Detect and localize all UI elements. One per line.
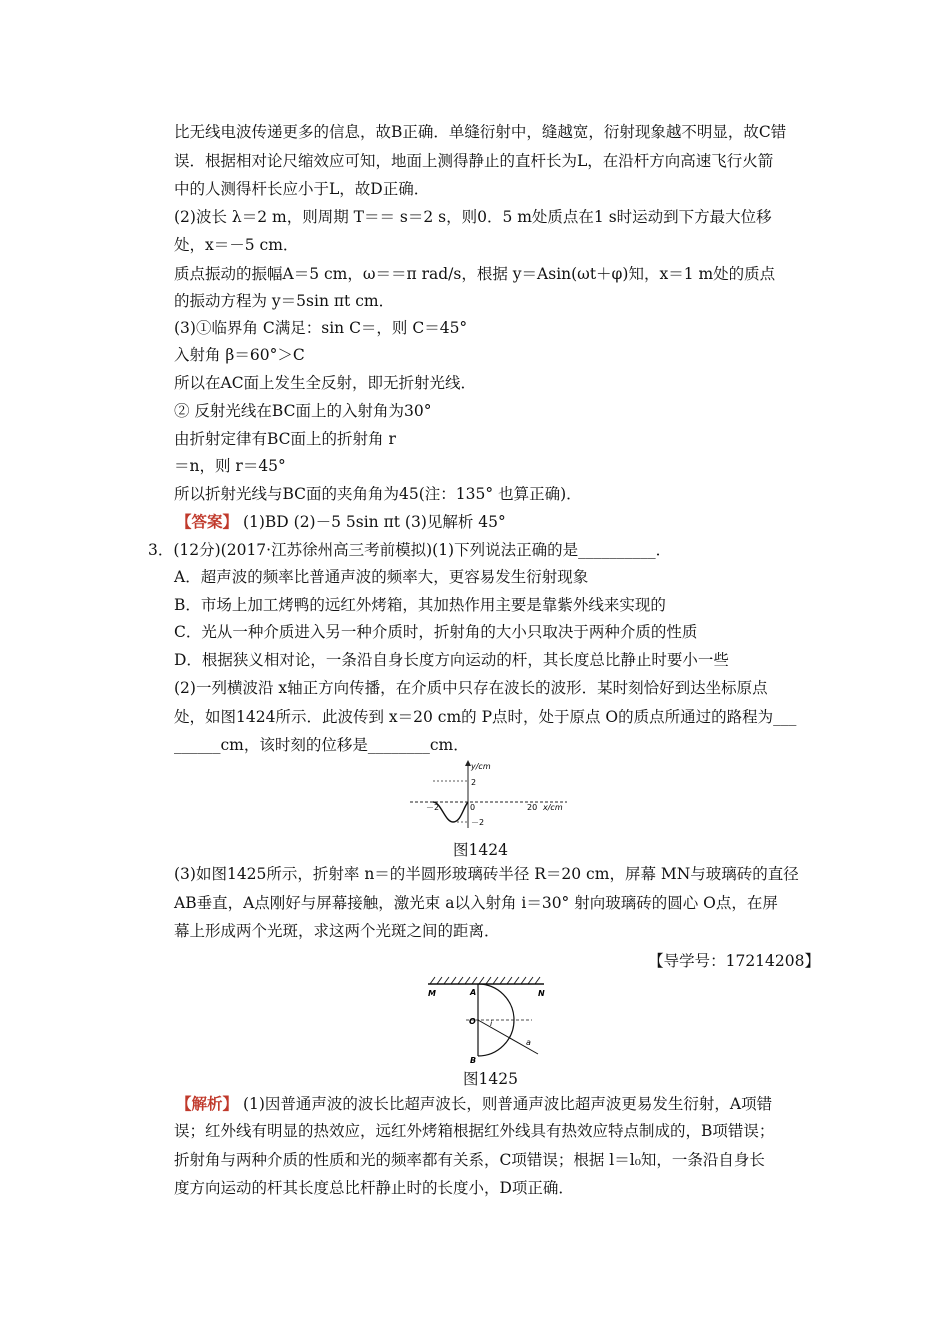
tick-x-neg-2: －2	[426, 803, 440, 812]
laser-beam-a	[478, 1020, 538, 1054]
analysis-line: 度方向运动的杆其长度总比杆静止时的长度小，D项正确．	[174, 1179, 574, 1197]
part2-line: 处，如图1424所示．此波传到 x＝20 cm的 P点时，处于原点 O的质点所通过的路程为___	[174, 708, 797, 726]
text-line: ＝n，则 r＝45°	[174, 457, 286, 475]
text-line: 的振动方程为 y＝5sin πt cm．	[174, 292, 395, 310]
text-line: 质点振动的振幅A＝5 cm，ω＝＝π rad/s，根据 y＝Asin(ωt＋φ)知，x＝1 m处的质点	[174, 265, 776, 283]
answer-line	[176, 512, 506, 532]
label-b-point: B	[470, 1056, 477, 1064]
analysis-tag: 【解析】	[176, 1094, 239, 1113]
wave-figure	[405, 758, 575, 830]
x-axis-label: x/cm	[543, 803, 563, 812]
answer-text: (1)BD (2)－5 5sin πt (3)见解析 45°	[238, 513, 506, 531]
text-line: 处，x＝－5 cm．	[174, 236, 299, 254]
text-line: (2)波长 λ＝2 m，则周期 T＝＝ s＝2 s，则0．5 m处质点在1 s时运动到下方最大位移	[174, 208, 772, 226]
screen-hatch	[430, 977, 540, 984]
figure-caption: 图1424	[453, 841, 508, 859]
glass-brick-figure	[426, 974, 552, 1064]
question-3-heading: 3．(12分)(2017·江苏徐州高三考前模拟)(1)下列说法正确的是__________．	[148, 541, 672, 559]
study-number: 【导学号：17214208】	[648, 952, 820, 970]
label-n: N	[538, 989, 545, 998]
option-c: C．光从一种介质进入另一种介质时，折射角的大小只取决于两种介质的性质	[174, 623, 698, 641]
figure-caption: 图1425	[463, 1070, 518, 1088]
part2-line: ______cm，该时刻的位移是________cm．	[174, 736, 469, 754]
text-line: 所以在AC面上发生全反射，即无折射光线．	[174, 374, 477, 392]
label-m: M	[428, 989, 436, 998]
text-line: 比无线电波传递更多的信息，故B正确．单缝衍射中，缝越宽，衍射现象越不明显，故C错	[174, 123, 787, 141]
analysis-line	[176, 1094, 772, 1114]
label-i: i	[490, 1019, 493, 1028]
text-line: ② 反射光线在BC面上的入射角为30°	[174, 402, 432, 420]
text-line: 所以折射光线与BC面的夹角角为45(注：135° 也算正确)．	[174, 485, 582, 503]
text-line: 入射角 β＝60°＞C	[174, 346, 305, 364]
label-beam-a: a	[526, 1038, 531, 1047]
text-line: (3)①临界角 C满足：sin C＝，则 C＝45°	[174, 319, 468, 337]
part3-line: 幕上形成两个光斑，求这两个光斑之间的距离．	[174, 922, 500, 940]
option-b: B．市场上加工烤鸭的远红外烤箱，其加热作用主要是靠紫外线来实现的	[174, 596, 666, 614]
option-a: A．超声波的频率比普通声波的频率大，更容易发生衍射现象	[174, 568, 589, 586]
analysis-text: (1)因普通声波的波长比超声波长，则普通声波比超声波更易发生衍射，A项错	[238, 1095, 773, 1113]
analysis-line: 误；红外线有明显的热效应，远红外烤箱根据红外线具有热效应特点制成的，B项错误；	[174, 1122, 775, 1140]
text-line: 中的人测得杆长应小于L，故D正确．	[174, 180, 430, 198]
y-axis-label: y/cm	[471, 762, 491, 771]
text-line: 由折射定律有BC面上的折射角 r	[174, 430, 396, 448]
option-d: D．根据狭义相对论，一条沿自身长度方向运动的杆，其长度总比静止时要小一些	[174, 651, 729, 669]
part3-line: (3)如图1425所示，折射率 n＝的半圆形玻璃砖半径 R＝20 cm，屏幕 MN与玻璃砖的直径	[174, 865, 799, 883]
analysis-line: 折射角与两种介质的性质和光的频率都有关系，C项错误；根据 l＝l₀知，一条沿自身长	[174, 1151, 765, 1169]
label-a-point: A	[470, 988, 477, 997]
tick-neg-2: －2	[471, 818, 485, 827]
tick-pos-2: 2	[471, 778, 477, 787]
label-o: O	[469, 1017, 476, 1026]
part2-line: (2)一列横波沿 x轴正方向传播，在介质中只存在波长的波形．某时刻恰好到达坐标原点	[174, 679, 768, 697]
tick-x-20: 20	[527, 803, 538, 812]
answer-tag: 【答案】	[176, 512, 239, 531]
origin-label: 0	[470, 803, 476, 812]
text-line: 误．根据相对论尺缩效应可知，地面上测得静止的直杆长为L，在沿杆方向高速飞行火箭	[174, 152, 774, 170]
part3-line: AB垂直，A点刚好与屏幕接触，激光束 a以入射角 i＝30° 射向玻璃砖的圆心 O点，在屏	[174, 894, 778, 912]
